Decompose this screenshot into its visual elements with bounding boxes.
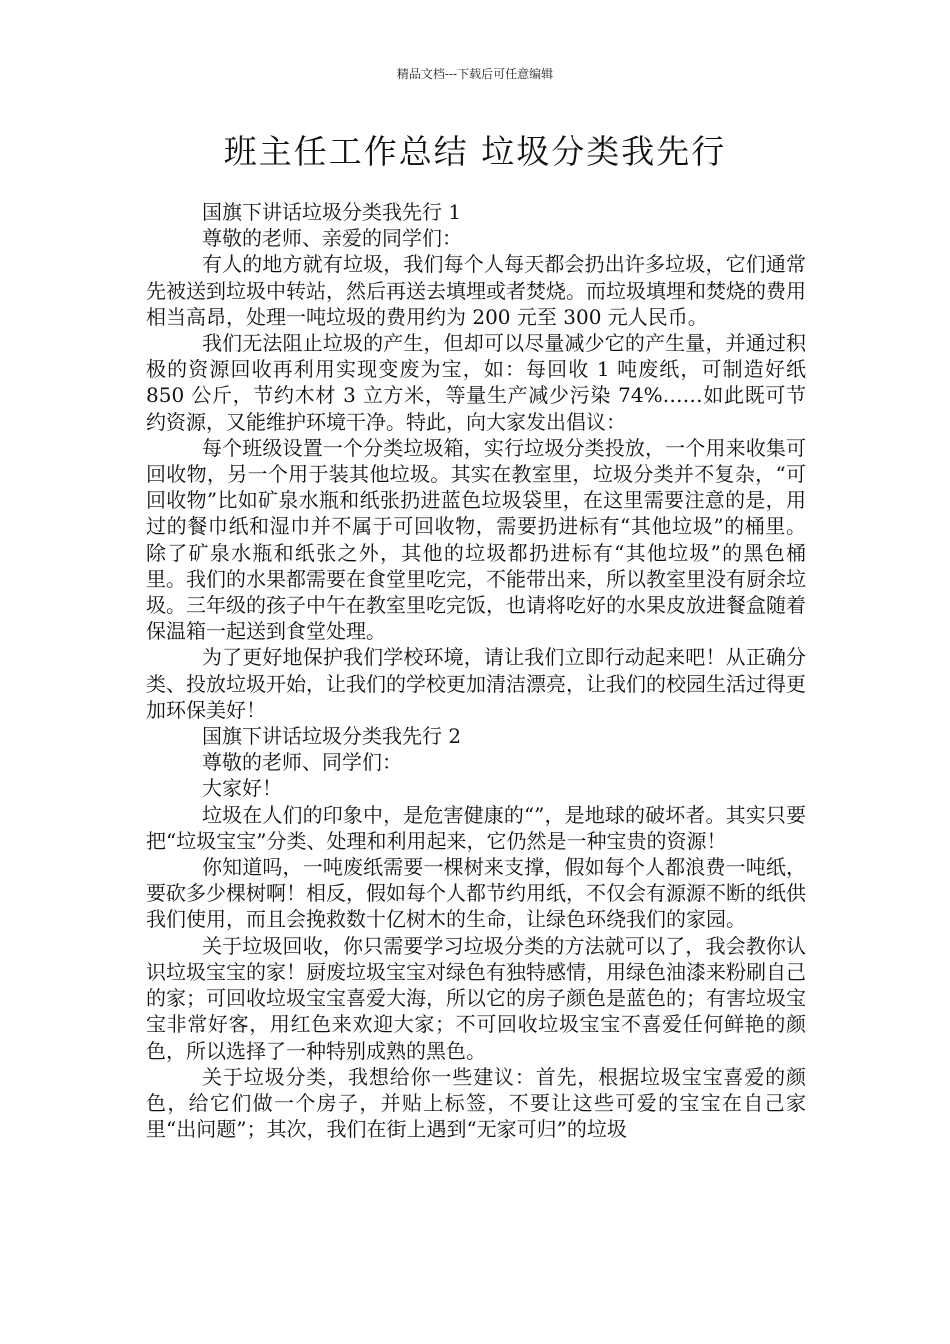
paragraph: 你知道吗，一吨废纸需要一棵树来支撑，假如每个人都浪费一吨纸，要砍多少棵树啊！相反，假如每个人都节约用纸，不仅会有源源不断的纸供我们使用，而且会挽救数十亿树木的生命，让绿色环绕我们的家园。 [146,855,806,932]
paragraph: 国旗下讲话垃圾分类我先行 2 [202,724,462,749]
document-body [146,199,806,1142]
paragraph: 为了更好地保护我们学校环境，请让我们立即行动起来吧！从正确分类、投放垃圾开始，让我们的学校更加清洁漂亮，让我们的校园生活过得更加环保美好！ [146,645,806,722]
document-title: 班主任工作总结 垃圾分类我先行 [223,132,727,171]
paragraph: 国旗下讲话垃圾分类我先行 1 [202,200,462,224]
page-header: 精品文档---下载后可任意编辑 [396,67,554,81]
paragraph: 我们无法阻止垃圾的产生，但却可以尽量减少它的产生量，并通过积极的资源回收再利用实现变废为宝，如：每回收 1 吨废纸，可制造好纸 850 公斤，节约木材 3 立方米，等量生产减少污染 74%……如此既可节约资源，又能维护环境干净。特此，向大家发出倡议： [146,331,806,434]
paragraph: 尊敬的老师、亲爱的同学们： [202,226,462,251]
paragraph: 关于垃圾分类，我想给你一些建议：首先，根据垃圾宝宝喜爱的颜色，给它们做一个房子，并贴上标签，不要让这些可爱的宝宝在自己家里“出问题”；其次，我们在街上遇到“无家可归”的垃圾 [146,1064,806,1142]
paragraph: 尊敬的老师、同学们： [202,750,402,775]
paragraph: 垃圾在人们的印象中，是危害健康的“”，是地球的破坏者。其实只要把“垃圾宝宝”分类、处理和利用起来，它仍然是一种宝贵的资源！ [146,802,806,853]
paragraph: 大家好！ [202,776,282,801]
paragraph: 有人的地方就有垃圾，我们每个人每天都会扔出许多垃圾，它们通常先被送到垃圾中转站，然后再送去填埋或者焚烧。而垃圾填埋和焚烧的费用相当高昂，处理一吨垃圾的费用约为 200 元至 300 元人民币。 [146,252,806,329]
paragraph: 关于垃圾回收，你只需要学习垃圾分类的方法就可以了，我会教你认识垃圾宝宝的家！厨废垃圾宝宝对绿色有独特感情，用绿色油漆来粉刷自己的家；可回收垃圾宝宝喜爱大海，所以它的房子颜色是蓝色的；有害垃圾宝宝非常好客，用红色来欢迎大家；不可回收垃圾宝宝不喜爱任何鲜艳的颜色，所以选择了一种特别成熟的黑色。 [146,933,806,1063]
paragraph: 每个班级设置一个分类垃圾箱，实行垃圾分类投放，一个用来收集可回收物，另一个用于装其他垃圾。其实在教室里，垃圾分类并不复杂，“可回收物”比如矿泉水瓶和纸张扔进蓝色垃圾袋里，在这里需要注意的是，用过的餐巾纸和湿巾并不属于可回收物，需要扔进标有“其他垃圾”的桶里。除了矿泉水瓶和纸张之外，其他的垃圾都扔进标有“其他垃圾”的黑色桶里。我们的水果都需要在食堂里吃完，不能带出来，所以教室里没有厨余垃圾。三年级的孩子中午在教室里吃完饭，也请将吃好的水果皮放进餐盒随着保温箱一起送到食堂处理。 [146,435,806,644]
